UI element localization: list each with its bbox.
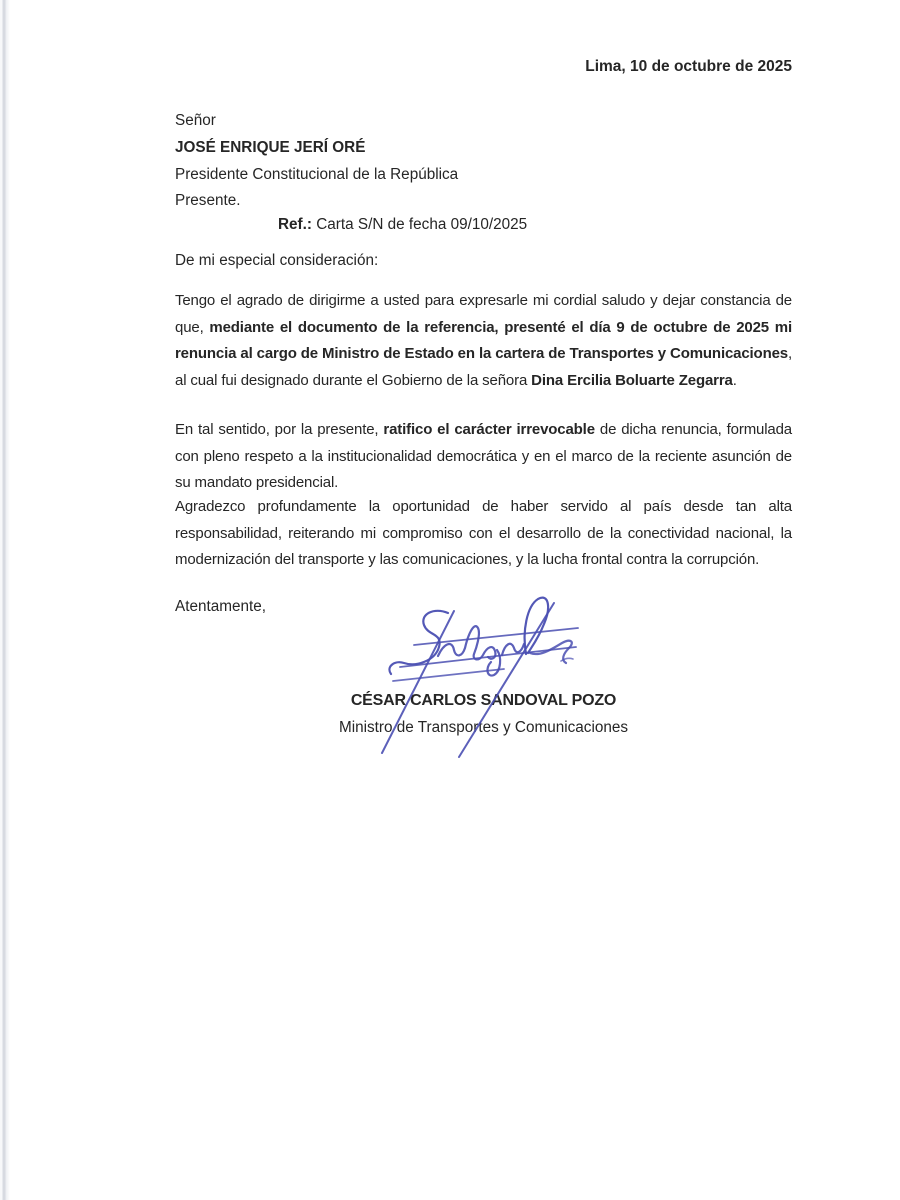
paragraph-2-segment-bold: ratifico el carácter irrevocable: [383, 421, 595, 438]
paragraph-3-segment: Agradezco profundamente la oportunidad de haber servido al país desde tan alta responsabilidad, reiterando mi compromiso con el desarrollo de la conectividad nacional, la modernización del transporte y las comunicaciones, y la lucha frontal contra la corrupción.: [175, 498, 792, 568]
recipient-block: [175, 108, 458, 215]
recipient-name: JOSÉ ENRIQUE JERÍ ORÉ: [175, 138, 366, 156]
reference-value: Carta S/N de fecha 09/10/2025: [312, 216, 528, 233]
recipient-position: Presidente Constitucional de la República: [175, 165, 459, 183]
paragraph-2-segment: de dicha renuncia, formulada con pleno respeto a la institucionalidad democrática y en el marco de la reciente asunción de su mandato presidencial.: [175, 421, 792, 491]
closing-line: Atentamente,: [175, 598, 266, 615]
date-line: Lima, 10 de octubre de 2025: [585, 58, 792, 75]
paragraph-1-segment: Tengo el agrado de dirigirme a usted para expresarle mi cordial saludo y dejar constancia de que,: [175, 292, 792, 336]
scan-edge-artifact: [0, 0, 10, 1200]
paragraph-1-segment: .: [732, 371, 737, 389]
signer-name: CÉSAR CARLOS SANDOVAL POZO: [350, 692, 617, 709]
recipient-salutation: Señor: [175, 112, 216, 129]
letter-content: [175, 0, 792, 1200]
paragraph-2-segment: En tal sentido, por la presente,: [175, 421, 384, 438]
paragraph-1-segment: , al cual fui designado durante el Gobierno de la señora: [175, 345, 792, 389]
greeting-line: De mi especial consideración:: [175, 252, 379, 269]
paragraph-1: [175, 288, 792, 394]
reference-line: [278, 216, 527, 234]
paragraph-2: [175, 417, 792, 497]
paragraph-3: [175, 494, 792, 574]
paragraph-1-segment-bold: Dina Ercilia Boluarte Zegarra: [531, 371, 733, 389]
reference-label: Ref.:: [278, 216, 312, 233]
signer-title: Ministro de Transportes y Comunicaciones: [338, 719, 629, 736]
paragraph-1-segment-bold: mediante el documento de la referencia, presenté el día 9 de octubre de 2025 mi renuncia al cargo de Ministro de Estado en la cartera de Transportes y Comunicaciones: [175, 318, 792, 362]
recipient-presence: Presente.: [175, 192, 241, 210]
